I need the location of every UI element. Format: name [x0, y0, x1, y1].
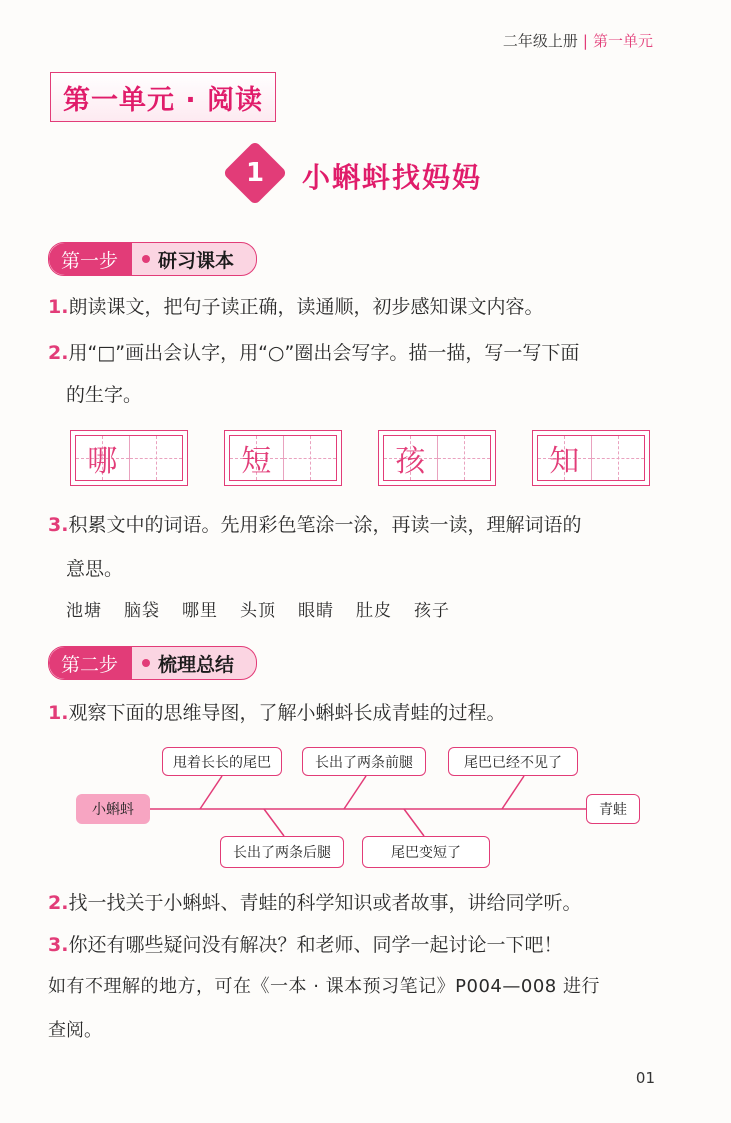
grid-character: 哪	[87, 444, 118, 479]
mindmap-branch-line	[404, 809, 424, 836]
step2-tag: 第二步	[49, 647, 132, 679]
lesson-title: 小蝌蚪找妈妈	[302, 161, 483, 194]
step1-tag: 第一步	[49, 243, 132, 275]
vocab-word[interactable]: 肚皮	[356, 601, 392, 621]
grid-character: 短	[241, 444, 272, 479]
header-grade: 二年级上册	[502, 32, 578, 50]
mindmap-node-top: 长出了两条前腿	[302, 747, 426, 776]
step2-name: 梳理总结	[158, 653, 235, 676]
vocab-word[interactable]: 孩子	[414, 601, 450, 621]
task2-continuation: 的生字。	[66, 384, 143, 406]
vocab-word[interactable]: 脑袋	[124, 601, 160, 621]
mindmap-branch-line	[502, 776, 524, 809]
mindmap-node-bottom: 尾巴变短了	[362, 836, 490, 868]
grid-character: 知	[549, 444, 580, 479]
header-separator: |	[582, 32, 588, 50]
task-text: 你还有哪些疑问没有解决？和老师、同学一起讨论一下吧！	[68, 934, 563, 956]
mindmap-node-bottom: 长出了两条后腿	[220, 836, 344, 868]
task-text: 用“□”画出会认字，用“○”圈出会写字。描一描，写一写下面	[68, 342, 580, 364]
header-unit: 第一单元	[592, 32, 653, 50]
task-text: 积累文中的词语。先用彩色笔涂一涂，再读一读，理解词语的	[68, 514, 582, 536]
mindmap-start-node: 小蝌蚪	[76, 794, 150, 824]
reference-note: 如有不理解的地方，可在《一本 · 课本预习笔记》P004—008 进行	[48, 976, 600, 997]
unit-title: 第一单元 · 阅读	[50, 72, 276, 122]
vocab-word[interactable]: 池塘	[66, 601, 102, 621]
task-number: 3.	[48, 514, 69, 536]
summary-task2	[48, 888, 581, 918]
task-text: 朗读课文，把句子读正确，读通顺，初步感知课文内容。	[68, 296, 544, 318]
mindmap-branch-line	[264, 809, 284, 836]
task-text: 观察下面的思维导图，了解小蝌蚪长成青蛙的过程。	[68, 702, 506, 724]
task-number: 1.	[48, 296, 69, 318]
summary-task3	[48, 930, 562, 960]
mindmap-node-top: 尾巴已经不见了	[448, 747, 578, 776]
mindmap-branch-line	[344, 776, 366, 809]
task-number: 2.	[48, 342, 69, 364]
mindmap-branch-line	[200, 776, 222, 809]
vocab-word[interactable]: 哪里	[182, 601, 218, 621]
vocab-word[interactable]: 头顶	[240, 601, 276, 621]
page-number: 01	[635, 1069, 655, 1087]
task-number: 3.	[48, 934, 69, 956]
mindmap-node-top: 甩着长长的尾巴	[162, 747, 282, 776]
task-text: 找一找关于小蝌蚪、青蛙的科学知识或者故事，讲给同学听。	[68, 892, 582, 914]
task3-continuation: 意思。	[66, 558, 124, 580]
grid-character: 孩	[395, 444, 426, 479]
reference-note-continuation: 查阅。	[48, 1020, 102, 1041]
task-number: 2.	[48, 892, 69, 914]
mindmap-end-node: 青蛙	[586, 794, 640, 824]
vocab-word[interactable]: 眼睛	[298, 601, 334, 621]
step1-name: 研习课本	[158, 249, 235, 272]
task-number: 1.	[48, 702, 69, 724]
lesson-number: 1	[245, 158, 265, 188]
